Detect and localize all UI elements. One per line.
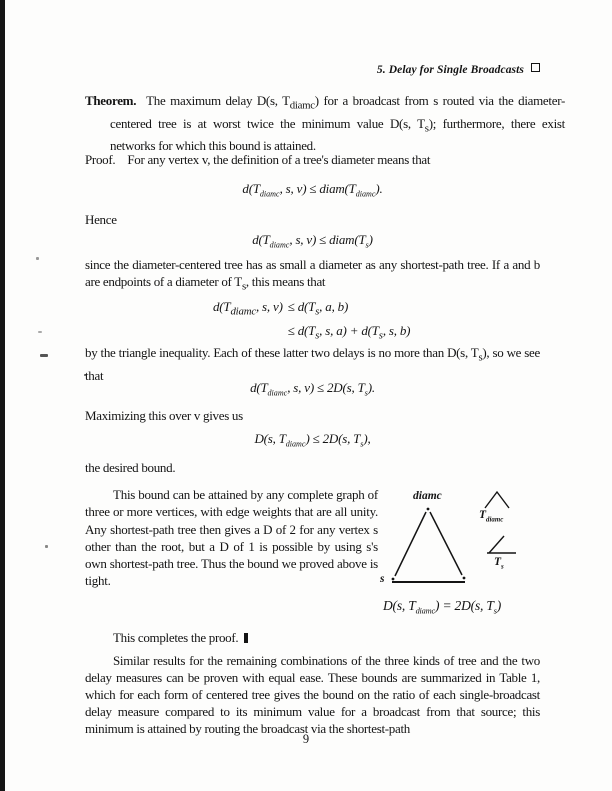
hence-line: Hence bbox=[85, 212, 117, 227]
figure-ts-label: $T_s$ bbox=[494, 556, 504, 571]
proof-label: Proof. bbox=[85, 152, 116, 167]
similar-results-paragraph: Similar results for the remaining combinations of the three kinds of tree and the two delay measures can be proven with equal ease. These bounds are summarized in Table 1, which for each form of centered tree gives the bound on the ratio of each single-broadcast delay measure compared to its minimum value for a broadcast from that source; this minimum is attained by routing the broadcast via the shortest-path bbox=[85, 653, 540, 736]
theorem-text: The maximum delay D(s, $T_{diamc}$) for a broadcast from s routed via the diameter-centered tree is at worst twice the minimum value D(s, $T_s$); furthermore, there exist networks for which this bound is attained. bbox=[110, 93, 565, 154]
equation-5: D(s, $T_{diamc}) \le 2D(s$, $T_s$), bbox=[254, 431, 371, 449]
qed-icon bbox=[244, 633, 248, 643]
equation-1: $d(T_{diamc}$, s, $v) \le diam(T_{diamc})$. bbox=[242, 181, 383, 199]
theorem-label: Theorem. bbox=[85, 93, 137, 108]
triangle-inequality-paragraph: by the triangle inequality. Each of these latter two delays is no more than D(s, $T_s$), so we see that bbox=[85, 345, 540, 383]
bound-attained-paragraph: This bound can be attained by any complete graph of three or more vertices, with edge weights that are all unity. Any shortest-path tree then gives a D of 2 for any vertex s other than the root, but a D of 1 is possible by using s's own shortest-path tree. Thus the bound we proved above is tight. bbox=[85, 487, 378, 589]
equation-4: $d(T_{diamc}$, s, v) ≤ 2D(s, $T_s$). bbox=[250, 380, 375, 398]
scan-edge-band bbox=[0, 0, 5, 791]
figure-source-label: s bbox=[380, 573, 385, 585]
tree-figure bbox=[378, 483, 544, 601]
desired-bound-line: the desired bound. bbox=[85, 460, 176, 475]
equation-3-block bbox=[85, 298, 540, 345]
since-paragraph: since the diameter-centered tree has as small a diameter as any shortest-path tree. If a and b are endpoints of a diameter of $T_s$, this means that bbox=[85, 257, 540, 293]
completes-proof-text: This completes the proof. bbox=[113, 630, 239, 645]
completes-proof-line bbox=[85, 629, 540, 646]
running-header bbox=[85, 63, 540, 76]
figure-equation: D(s, $T_{diamc}) = 2D(s$, $T_s$) bbox=[383, 598, 502, 616]
running-header-title: 5. Delay for Single Broadcasts bbox=[376, 64, 524, 76]
tree-figure-drawing bbox=[378, 483, 544, 601]
page-number: 9 bbox=[302, 732, 310, 746]
equation-2: $d(T_{diamc}$, s, $v) \le diam(T_s)$ bbox=[252, 232, 373, 250]
scan-speck bbox=[38, 331, 42, 333]
theorem-paragraph bbox=[85, 92, 565, 154]
proof-paragraph bbox=[85, 151, 540, 168]
equation-3-rhs-1: ≤ $d(T_s$, a, b) bbox=[287, 299, 349, 318]
proof-text: For any vertex v, the definition of a tree's diameter means that bbox=[127, 152, 431, 167]
figure-tdiamc-label: $T_{diamc}$ bbox=[479, 509, 504, 524]
open-square-icon bbox=[531, 63, 540, 72]
scan-speck bbox=[45, 545, 48, 548]
figure-diamc-label: diamc bbox=[413, 490, 442, 502]
maximizing-line: Maximizing this over v gives us bbox=[85, 408, 243, 423]
equation-3-lhs: $d(T_{diamc}$, s, v) bbox=[213, 299, 283, 318]
equation-3-rhs-2: ≤ $d(T_s$, s, $a) + d(T_s$, s, b) bbox=[287, 322, 411, 342]
scan-speck bbox=[36, 257, 39, 260]
scan-speck bbox=[40, 354, 48, 357]
